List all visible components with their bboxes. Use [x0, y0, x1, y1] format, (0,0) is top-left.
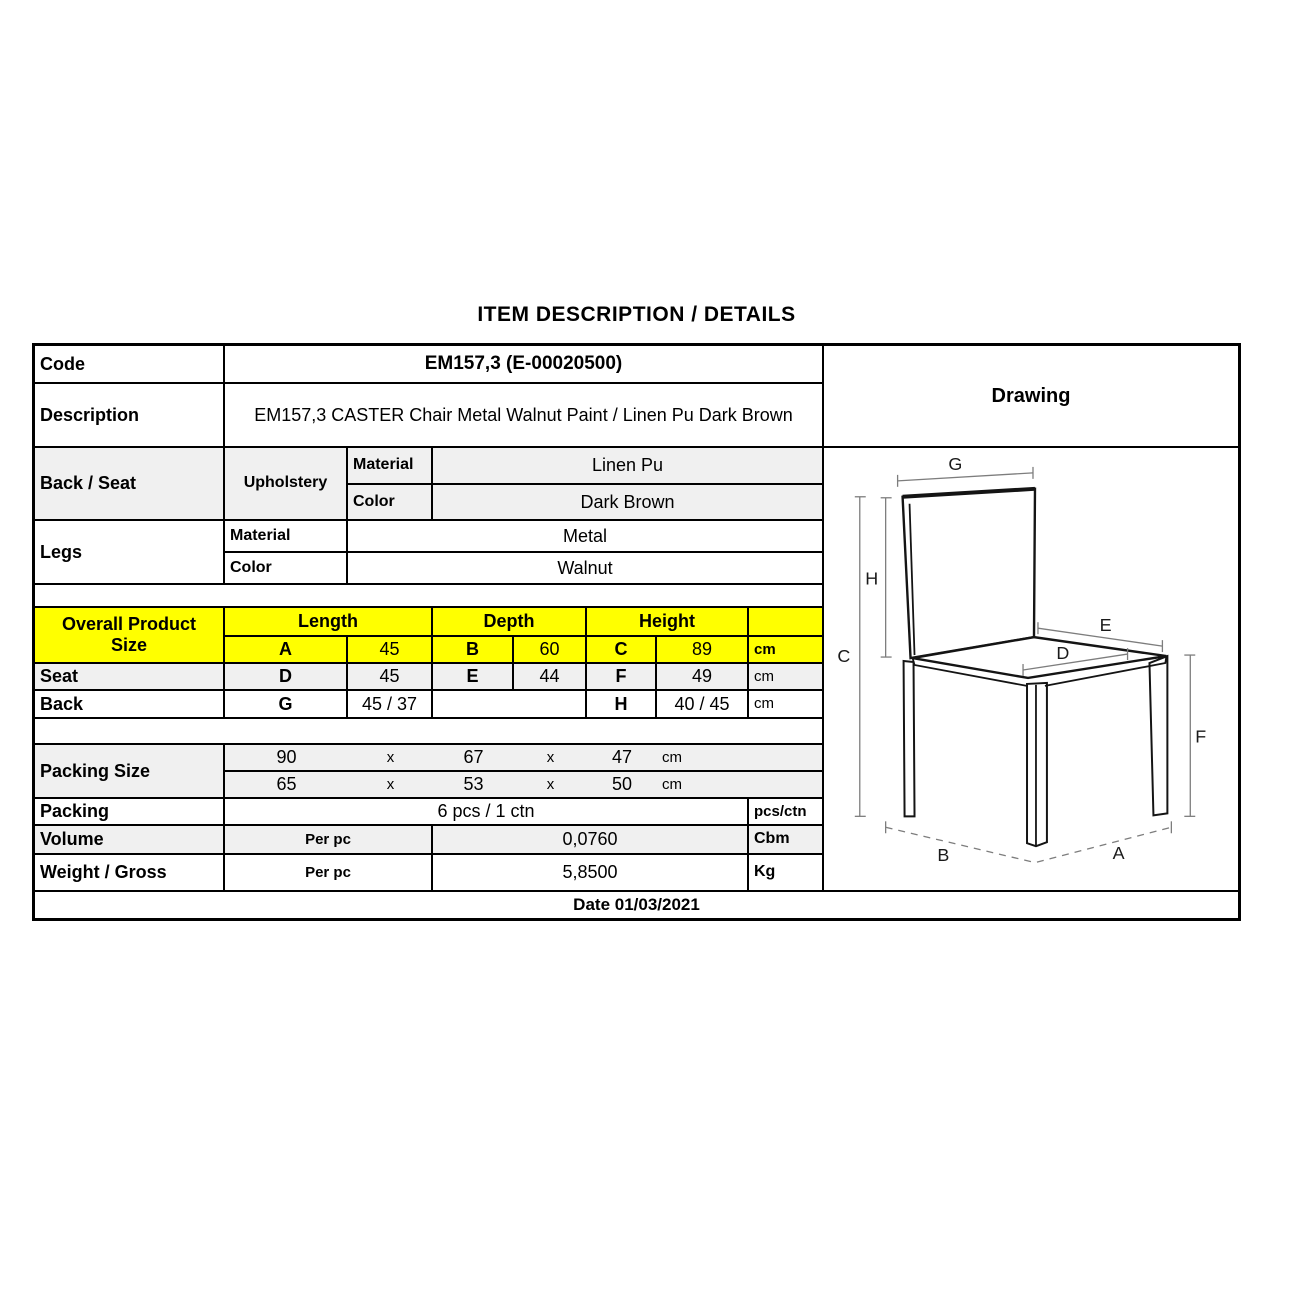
description-label: Description — [35, 384, 225, 448]
weight-basis: Per pc — [225, 855, 433, 892]
drawing-header: Drawing — [824, 346, 1238, 448]
dim-label-e: E — [1099, 615, 1112, 636]
packing-label: Packing — [35, 799, 225, 826]
packing-size-r2-unit: cm — [657, 772, 824, 799]
back-seat-material-label: Material — [348, 448, 433, 485]
seat-key-f: F — [587, 664, 657, 691]
dim-label-h: H — [865, 568, 879, 589]
packing-size-r1-x2: x — [514, 745, 587, 772]
packing-size-r1-unit: cm — [657, 745, 824, 772]
overall-val-c: 89 — [657, 637, 749, 664]
overall-key-b: B — [433, 637, 514, 664]
date-row: Date 01/03/2021 — [573, 895, 700, 915]
packing-size-r2-x1: x — [348, 772, 433, 799]
overall-unit: cm — [749, 637, 824, 664]
legs-material-label: Material — [225, 521, 348, 553]
packing-size-r2-v1: 65 — [225, 772, 348, 799]
code-label: Code — [35, 346, 225, 384]
chair-right-leg — [1149, 656, 1167, 815]
description-value: EM157,3 CASTER Chair Metal Walnut Paint / Linen Pu Dark Brown — [225, 384, 824, 448]
depth-header: Depth — [433, 608, 587, 637]
back-seat-material-value: Linen Pu — [433, 448, 824, 485]
back-val-g: 45 / 37 — [348, 691, 433, 719]
legs-color-value: Walnut — [348, 553, 824, 585]
volume-value: 0,0760 — [433, 826, 749, 855]
back-empty-cell — [433, 691, 587, 719]
packing-size-r1-v2: 67 — [433, 745, 514, 772]
weight-value: 5,8500 — [433, 855, 749, 892]
packing-size-r2-x2: x — [514, 772, 587, 799]
chair-drawing — [824, 448, 1238, 892]
packing-size-label: Packing Size — [35, 745, 225, 799]
seat-val-e: 44 — [514, 664, 587, 691]
spec-table — [32, 343, 1241, 921]
seat-val-f: 49 — [657, 664, 749, 691]
packing-size-r2-v3: 50 — [587, 772, 657, 799]
volume-unit: Cbm — [749, 826, 824, 855]
chair-technical-drawing — [824, 448, 1238, 890]
back-seat-upholstery-label: Upholstery — [225, 448, 348, 521]
length-header: Length — [225, 608, 433, 637]
seat-label: Seat — [35, 664, 225, 691]
overall-key-a: A — [225, 637, 348, 664]
weight-label: Weight / Gross — [35, 855, 225, 892]
packing-size-r1-v3: 47 — [587, 745, 657, 772]
dim-label-b: B — [937, 845, 950, 866]
back-seat-color-label: Color — [348, 485, 433, 521]
back-seat-label: Back / Seat — [35, 448, 225, 521]
volume-basis: Per pc — [225, 826, 433, 855]
legs-material-value: Metal — [348, 521, 824, 553]
seat-key-d: D — [225, 664, 348, 691]
dim-label-a: A — [1112, 843, 1125, 864]
legs-label: Legs — [35, 521, 225, 585]
overall-val-a: 45 — [348, 637, 433, 664]
back-val-h: 40 / 45 — [657, 691, 749, 719]
chair-backrest — [903, 489, 1035, 658]
legs-color-label: Color — [225, 553, 348, 585]
chair-front-leg — [1027, 683, 1047, 846]
height-header: Height — [587, 608, 749, 637]
back-seat-color-value: Dark Brown — [433, 485, 824, 521]
overall-val-b: 60 — [514, 637, 587, 664]
back-label: Back — [35, 691, 225, 719]
seat-key-e: E — [433, 664, 514, 691]
chair-back-left-leg — [904, 661, 915, 816]
packing-size-r1-v1: 90 — [225, 745, 348, 772]
volume-label: Volume — [35, 826, 225, 855]
seat-unit: cm — [749, 664, 824, 691]
seat-val-d: 45 — [348, 664, 433, 691]
overall-size-label-line1: Overall Product — [61, 614, 197, 635]
back-key-g: G — [225, 691, 348, 719]
back-unit: cm — [749, 691, 824, 719]
dim-label-f: F — [1195, 726, 1207, 747]
spacer-row — [35, 719, 824, 745]
header-unit-empty — [749, 608, 824, 637]
overall-key-c: C — [587, 637, 657, 664]
packing-unit: pcs/ctn — [749, 799, 824, 826]
back-key-h: H — [587, 691, 657, 719]
overall-size-label-line2: Size — [110, 635, 148, 655]
packing-size-r2-v2: 53 — [433, 772, 514, 799]
dim-label-c: C — [837, 646, 851, 667]
page-title: ITEM DESCRIPTION / DETAILS — [477, 303, 796, 326]
packing-value: 6 pcs / 1 ctn — [225, 799, 749, 826]
weight-unit: Kg — [749, 855, 824, 892]
dim-label-d: D — [1056, 643, 1070, 664]
spacer-row — [35, 585, 824, 608]
code-value: EM157,3 (E-00020500) — [225, 346, 824, 384]
packing-size-r1-x1: x — [348, 745, 433, 772]
overall-size-label — [35, 608, 225, 664]
dim-label-g: G — [948, 453, 963, 474]
